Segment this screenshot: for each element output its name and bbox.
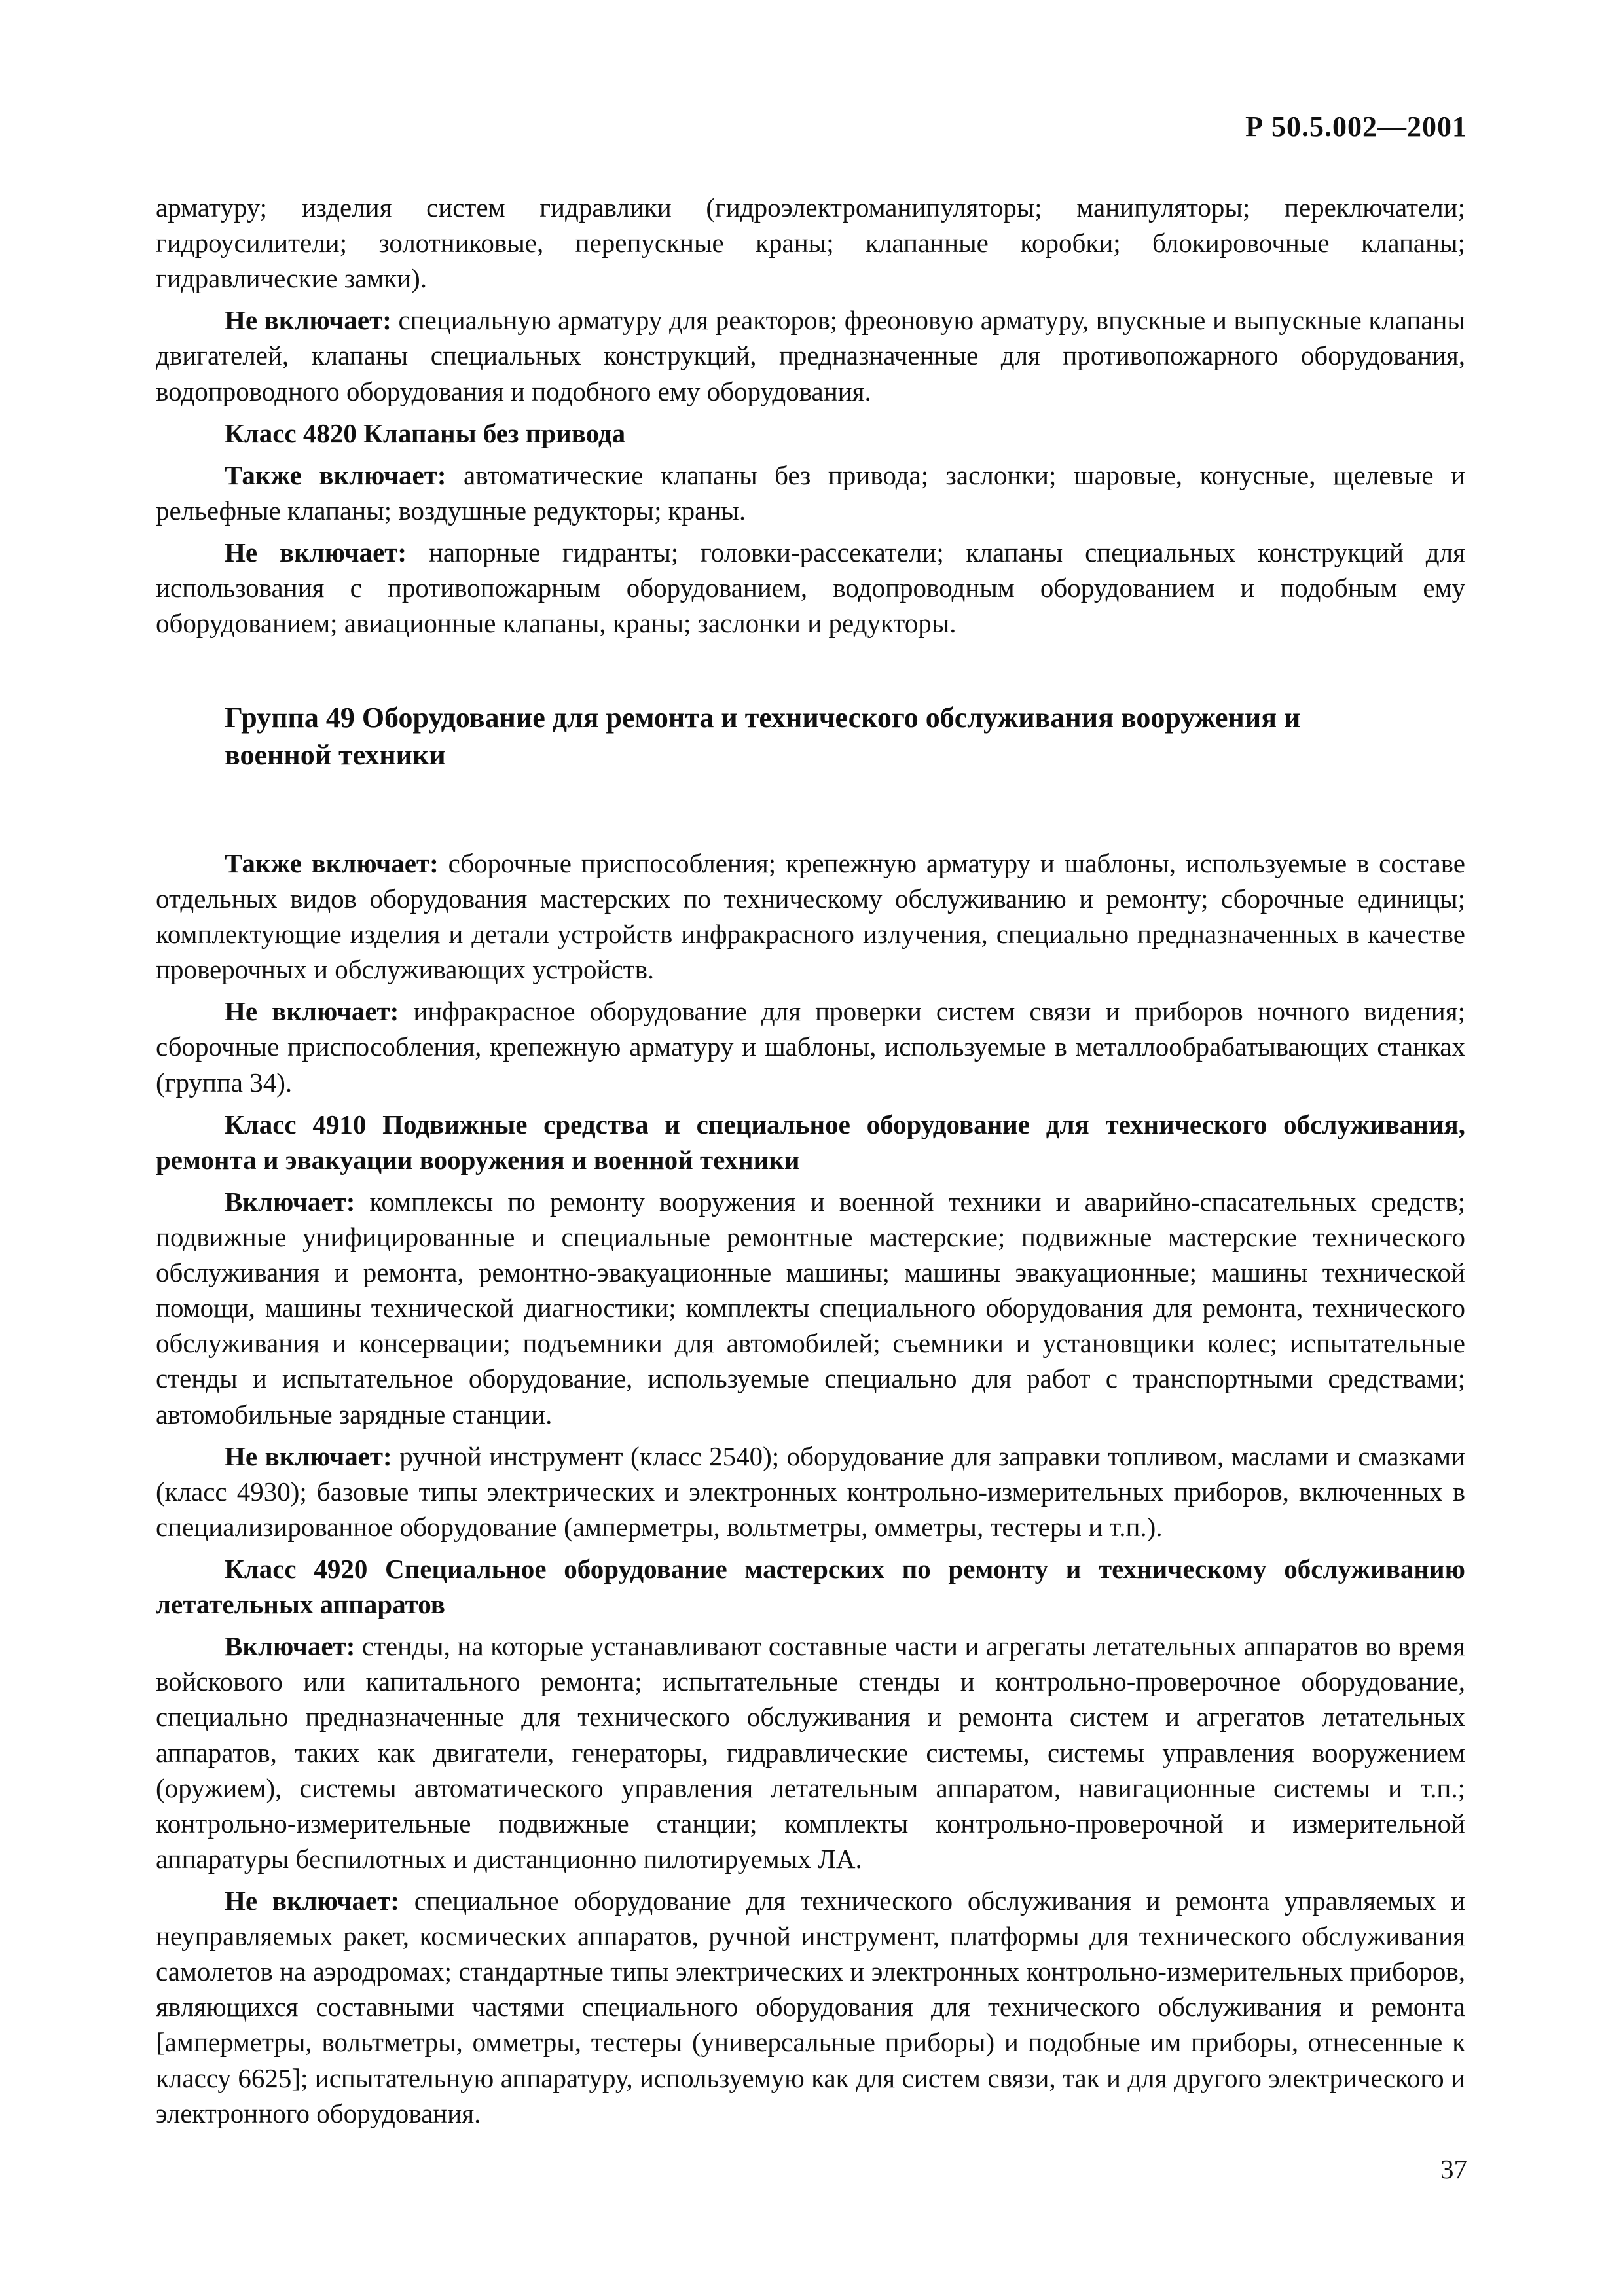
paragraph-inclusions: Включает: стенды, на которые устанавливают составные части и агрегаты летательных аппаратов во время войскового или капитального ремонта; испытательные стенды и контрольно-проверочное оборудование, специально предназначенные для технического обслуживания и ремонта систем и агрегатов летательных аппаратов, таких как двигатели, генераторы, гидравлические системы, системы управления вооружением (оружием), системы автоматического управления летательным аппаратом, навигационные системы и т.п.; контрольно-измерительные подвижные станции; комплекты контрольно-проверочной и измерительной аппаратуры беспилотных и дистанционно пилотируемых ЛА. [156, 1631, 1465, 1874]
paragraph-lead: Не включает: [225, 1441, 392, 1471]
paragraph-lead: Включает: [225, 1186, 356, 1217]
document-body [156, 190, 1465, 2138]
class-heading: Класс 4820 Клапаны без привода [225, 418, 626, 448]
paragraph-inclusions: Также включает: сборочные приспособления; крепежную арматуру и шаблоны, используемые в составе отдельных видов оборудования мастерских по техническому обслуживанию и ремонту; сборочные единицы; комплектующие изделия и детали устройств инфракрасного излучения, специально предназначенных в качестве проверочных и обслуживающих устройств. [156, 848, 1465, 985]
paragraph-lead: Также включает: [225, 459, 447, 490]
paragraph-lead: Не включает: [225, 305, 392, 336]
page-number: 37 [1440, 2154, 1467, 2184]
class-heading: Класс 4920 Специальное оборудование мастерских по ремонту и техническому обслуживанию летательных аппаратов [156, 1554, 1465, 1620]
paragraph-exclusions: Не включает: специальное оборудование для технического обслуживания и ремонта управляемых и неуправляемых ракет, космических аппаратов, ручной инструмент, платформы для технического обслуживания самолетов на аэродромах; стандартные типы электрических и электронных контрольно-измерительных приборов, являющихся составными частями специального оборудования для технического обслуживания и ремонта [амперметры, вольтметры, омметры, тестеры (универсальные приборы) и подобные им приборы, отнесенные к классу 6625]; испытательную аппаратуру, используемую как для систем связи, так и для другого электрического и электронного оборудования. [156, 1886, 1465, 2128]
paragraph-lead: Не включает: [225, 1886, 399, 1916]
paragraph-exclusions: Не включает: инфракрасное оборудование для проверки систем связи и приборов ночного видения; сборочные приспособления, крепежную арматуру и шаблоны, используемые в металлообрабатывающих станках (группа 34). [156, 996, 1465, 1098]
paragraph-lead: Включает: [225, 1631, 356, 1662]
document-code: Р 50.5.002—2001 [1245, 111, 1467, 143]
group-heading: Группа 49 Оборудование для ремонта и технического обслуживания вооружения и военной техники [225, 702, 1301, 771]
class-heading: Класс 4910 Подвижные средства и специальное оборудование для технического обслуживания, ремонта и эвакуации вооружения и военной техники [156, 1109, 1465, 1175]
paragraph-lead: Не включает: [225, 537, 407, 567]
paragraph-inclusions: Также включает: автоматические клапаны без привода; заслонки; шаровые, конусные, щелевые и рельефные клапаны; воздушные редукторы; краны. [156, 459, 1466, 526]
paragraph-exclusions: Не включает: напорные гидранты; головки-рассекатели; клапаны специальных конструкций для использования с противопожарным оборудованием, водопроводным оборудованием и подобным ему оборудованием; авиационные клапаны, краны; заслонки и редукторы. [156, 537, 1465, 639]
paragraph-exclusions: Не включает: ручной инструмент (класс 2540); оборудование для заправки топливом, маслами и смазками (класс 4930); базовые типы электрических и электронных контрольно-измерительных приборов, включенных в специализированное оборудование (амперметры, вольтметры, омметры, тестеры и т.п.). [156, 1441, 1465, 1542]
paragraph-exclusions: Не включает: специальную арматуру для реакторов; фреоновую арматуру, впускные и выпускные клапаны двигателей, клапаны специальных конструкций, предназначенные для противопожарного оборудования, водопроводного оборудования и подобного ему оборудования. [156, 305, 1465, 406]
paragraph-inclusions: Включает: комплексы по ремонту вооружения и военной техники и аварийно-спасательных средств; подвижные унифицированные и специальные ремонтные мастерские; подвижные мастерские технического обслуживания и ремонта, ремонтно-эвакуационные машины; машины эвакуационные; машины технической помощи, машины технической диагностики; комплекты специального оборудования для ремонта, технического обслуживания и консервации; подъемники для автомобилей; съемники и установщики колес; испытательные стенды и испытательное оборудование, используемые специально для работ с транспортными средствами; автомобильные зарядные станции. [156, 1186, 1465, 1429]
paragraph-lead: Также включает: [225, 848, 439, 878]
paragraph-lead: Не включает: [225, 996, 399, 1027]
paragraph: арматуру; изделия систем гидравлики (гидроэлектроманипуляторы; манипуляторы; переключатели; гидроусилители; золотниковые, перепускные краны; клапанные коробки; блокировочные клапаны; гидравлические замки). [156, 192, 1465, 294]
